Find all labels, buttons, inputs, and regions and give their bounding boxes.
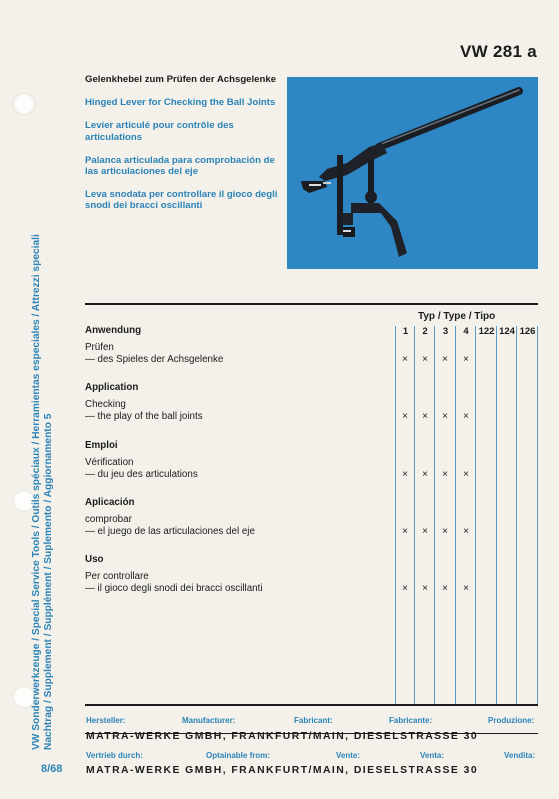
footer-label: Fabricante: bbox=[389, 716, 433, 725]
supplement-note: Nachtrag / Supplement / Supplément / Suplemento / Aggiornamento 5 bbox=[43, 413, 54, 750]
footer-label: Fabricant: bbox=[294, 716, 333, 725]
type-mark: × bbox=[402, 526, 408, 537]
section-line: Checking bbox=[85, 399, 126, 410]
type-mark: × bbox=[442, 354, 448, 365]
section-line: — el juego de las articulaciones del eje bbox=[85, 526, 255, 537]
page-number: 8/68 bbox=[41, 763, 63, 775]
type-mark: × bbox=[422, 469, 428, 480]
type-mark: × bbox=[422, 526, 428, 537]
type-mark: × bbox=[422, 583, 428, 594]
type-header: Typ / Type / Tipo bbox=[418, 311, 496, 322]
title-it: Leva snodata per controllare il gioco degli snodi dei bracci oscillanti bbox=[85, 189, 278, 212]
side-margin-text bbox=[31, 180, 57, 750]
column-header: 124 bbox=[499, 326, 515, 337]
type-mark: × bbox=[422, 411, 428, 422]
column-header: 3 bbox=[442, 326, 449, 337]
footer-label: Venta: bbox=[420, 751, 445, 760]
section-line: — the play of the ball joints bbox=[85, 411, 203, 422]
section-heading: Application bbox=[85, 382, 139, 393]
footer-label: Hersteller: bbox=[86, 716, 126, 725]
column-header: 2 bbox=[422, 326, 428, 337]
footer-label: Produzione: bbox=[488, 716, 535, 725]
type-mark: × bbox=[442, 411, 448, 422]
column-header: 1 bbox=[402, 326, 409, 337]
footer-label: Vendita: bbox=[504, 751, 536, 760]
column-header: 122 bbox=[478, 326, 495, 337]
bottom-rule bbox=[85, 704, 538, 706]
type-mark: × bbox=[402, 354, 408, 365]
footer-label: Vente: bbox=[336, 751, 361, 760]
distributor-address: MATRA-WERKE GMBH, FRANKFURT/MAIN, DIESELSTRASSE 30 bbox=[86, 765, 479, 776]
series-title: VW Sonderwerkzeuge / Special Service Tools / Outils spéciaux / Herramientas especiales / Attrezzi speciali bbox=[31, 234, 42, 750]
type-mark: × bbox=[442, 469, 448, 480]
column-line bbox=[537, 326, 538, 704]
title-en: Hinged Lever for Checking the Ball Joints bbox=[85, 97, 276, 109]
tool-photo bbox=[287, 77, 538, 269]
title-de: Gelenkhebel zum Prüfen der Achsgelenke bbox=[85, 74, 277, 85]
column-header: 4 bbox=[463, 326, 469, 337]
footer-label: Manufacturer: bbox=[182, 716, 236, 725]
type-mark: × bbox=[442, 583, 448, 594]
type-mark: × bbox=[442, 526, 448, 537]
footer-label: Vertrieb durch: bbox=[86, 751, 143, 760]
section-line: — du jeu des articulations bbox=[85, 469, 198, 480]
section-line: comprobar bbox=[85, 514, 132, 525]
type-mark: × bbox=[463, 526, 469, 537]
section-line: Per controllare bbox=[85, 571, 149, 582]
title-es: Palanca articulada para comprobación de las articulaciones del eje bbox=[85, 154, 275, 178]
section-heading: Anwendung bbox=[85, 325, 142, 336]
section-line: — des Spieles der Achsgelenke bbox=[85, 354, 224, 365]
column-line bbox=[496, 326, 497, 704]
type-mark: × bbox=[463, 583, 469, 594]
hinged-lever-illustration bbox=[287, 77, 538, 269]
column-line bbox=[434, 326, 435, 704]
type-mark: × bbox=[463, 469, 469, 480]
type-mark: × bbox=[402, 469, 408, 480]
binder-hole bbox=[13, 93, 35, 115]
column-line bbox=[475, 326, 476, 704]
section-line: Vérification bbox=[85, 457, 134, 468]
document-number: VW 281 a bbox=[459, 42, 537, 61]
top-rule bbox=[85, 303, 538, 305]
title-block bbox=[85, 74, 290, 224]
type-mark: × bbox=[402, 583, 408, 594]
section-heading: Emploi bbox=[85, 440, 118, 451]
section-heading: Aplicación bbox=[85, 497, 135, 508]
footer-label: Optainable from: bbox=[206, 751, 271, 760]
column-line bbox=[455, 326, 456, 704]
type-mark: × bbox=[402, 411, 408, 422]
column-line bbox=[395, 326, 396, 704]
type-mark: × bbox=[463, 354, 469, 365]
section-line: — il gioco degli snodi dei bracci oscillanti bbox=[85, 583, 263, 594]
type-mark: × bbox=[422, 354, 428, 365]
manufacturer-address: MATRA-WERKE GMBH, FRANKFURT/MAIN, DIESELSTRASSE 30 bbox=[86, 731, 479, 742]
column-line bbox=[414, 326, 415, 704]
title-fr: Levier articulé pour contrôle des articulations bbox=[85, 120, 234, 143]
type-mark: × bbox=[463, 411, 469, 422]
section-line: Prüfen bbox=[85, 342, 114, 353]
column-header: 126 bbox=[519, 326, 536, 337]
column-line bbox=[516, 326, 517, 704]
section-heading: Uso bbox=[85, 554, 104, 565]
side-margin bbox=[31, 180, 61, 750]
